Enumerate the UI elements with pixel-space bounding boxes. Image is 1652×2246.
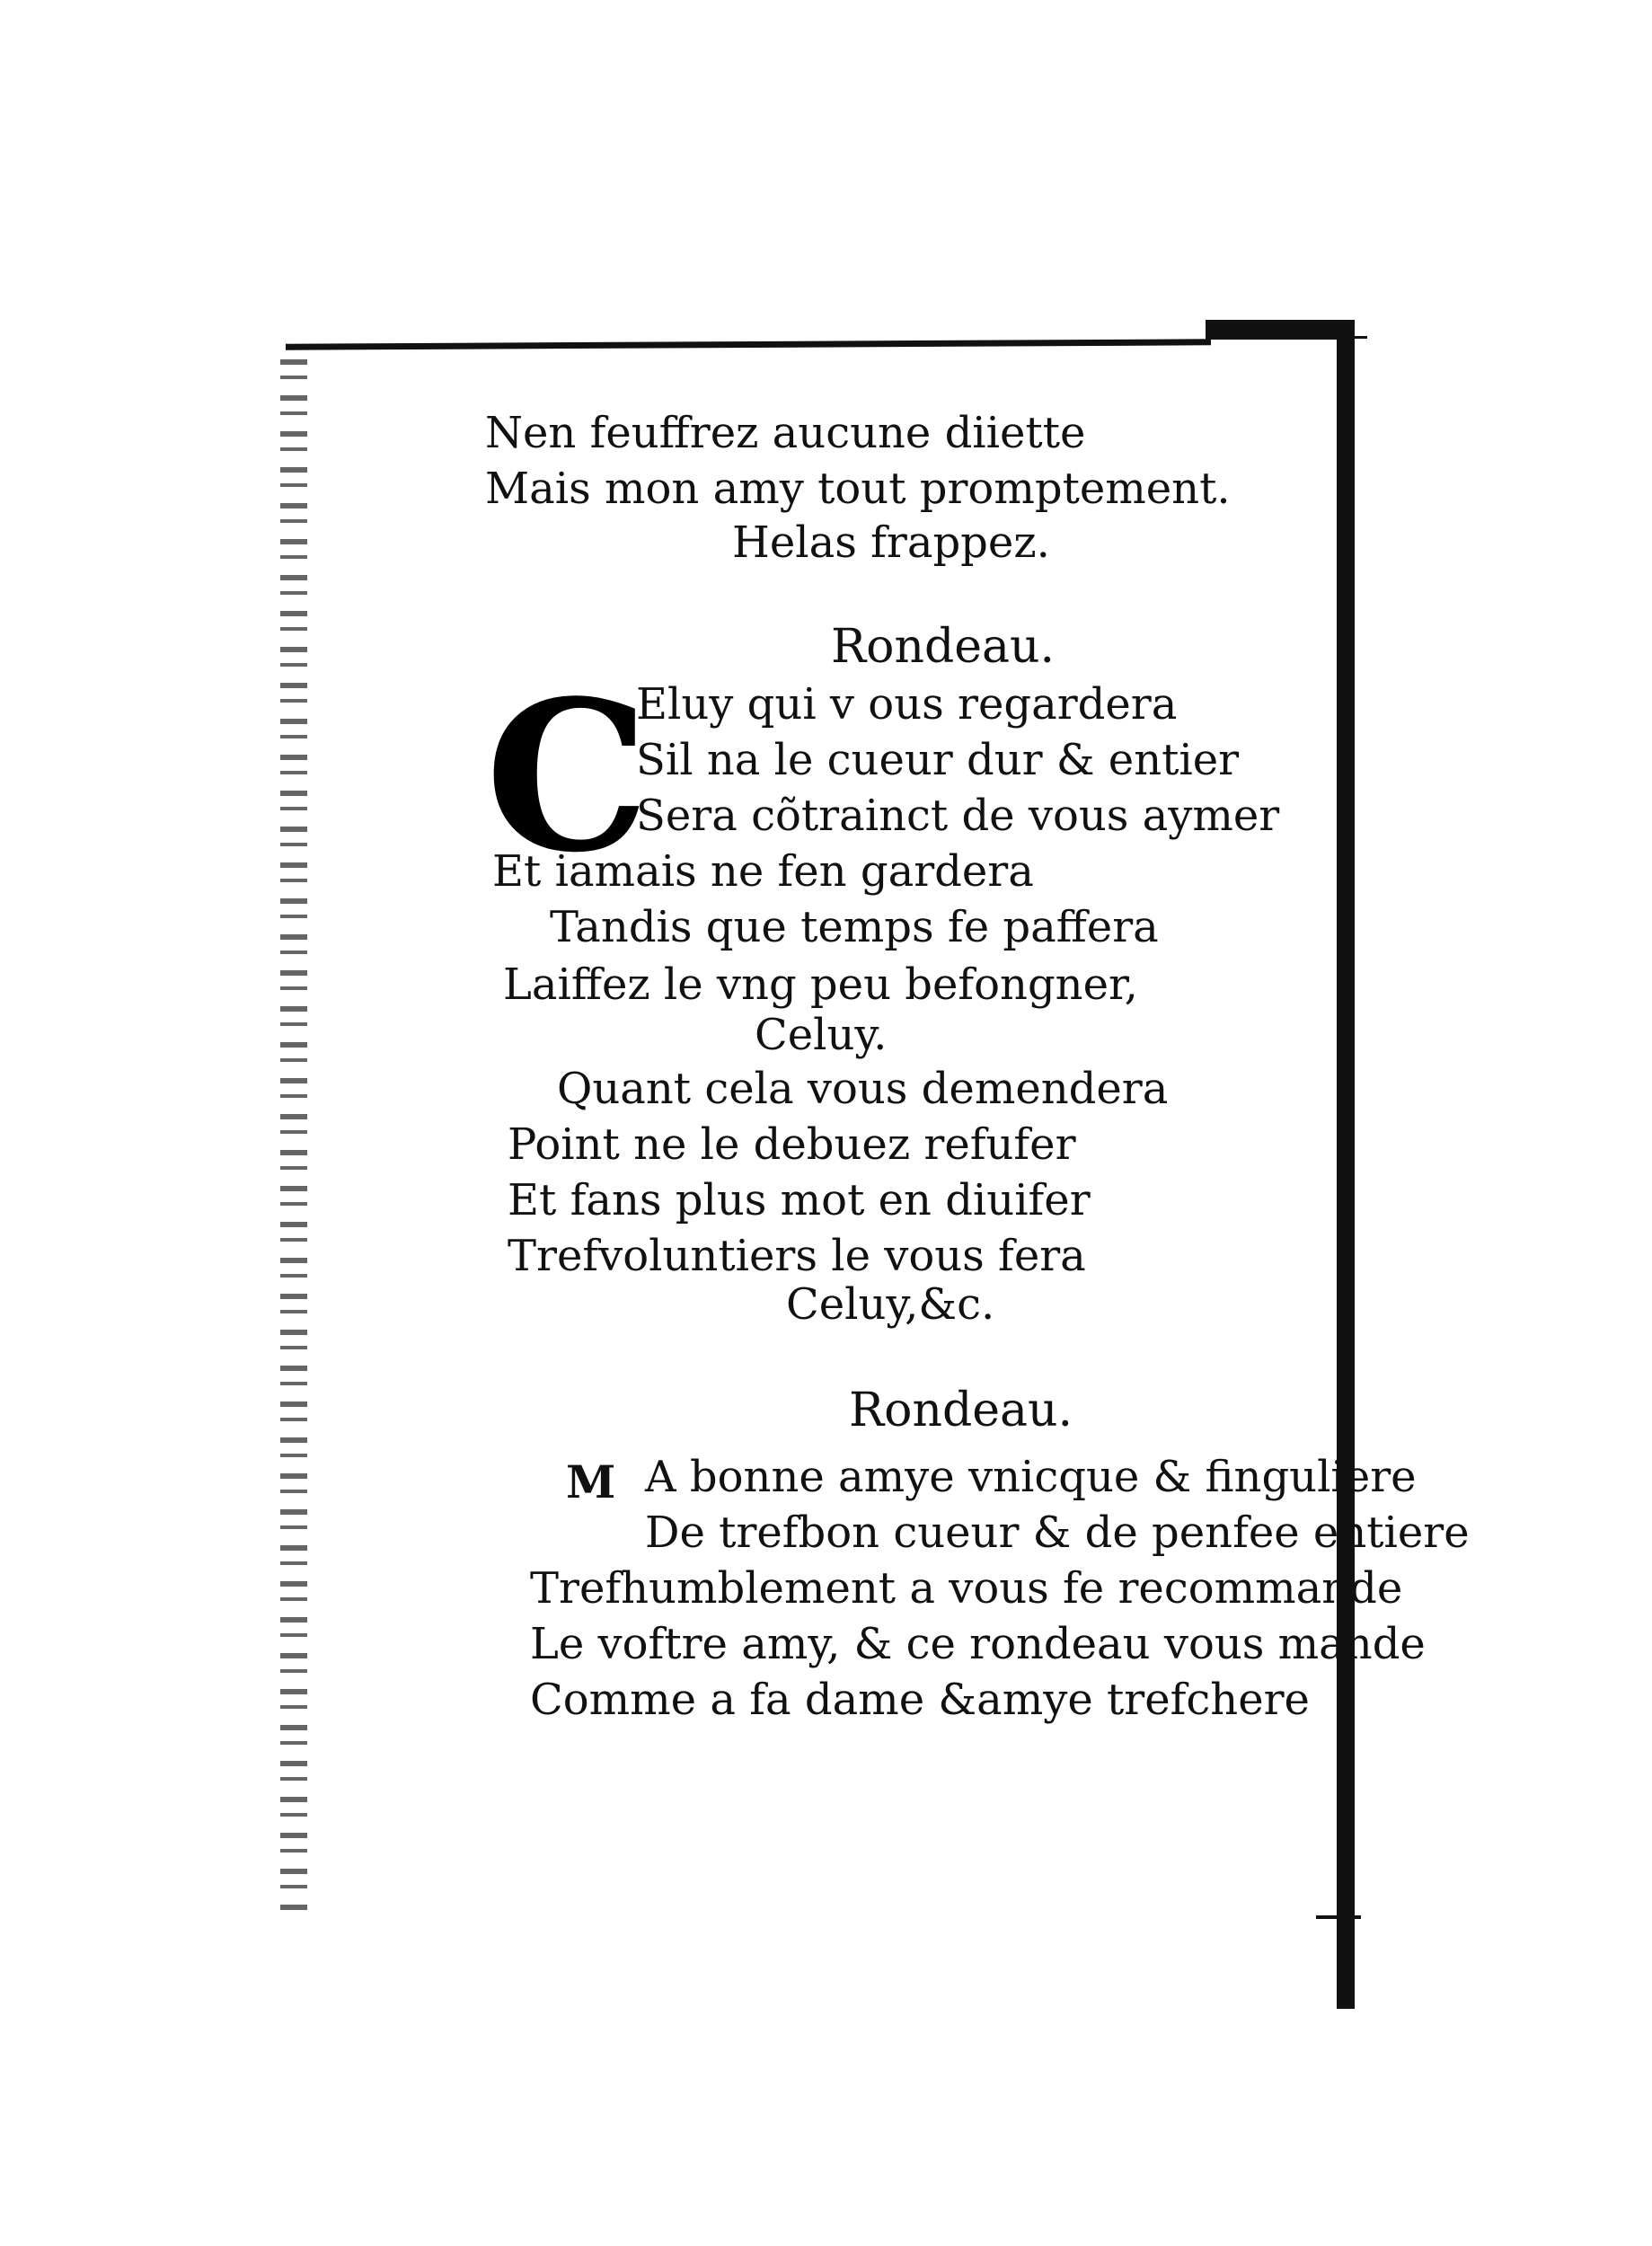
verse-line: Le voftre amy, & ce rondeau vous mande [530,1619,1426,1669]
verse-line: A bonne amye vnicque & finguliere [645,1452,1417,1502]
verse-refrain: Celuy,&c. [786,1279,995,1330]
page-corner-block [1206,320,1354,340]
bottom-mark [1316,1915,1361,1919]
verse-line: Comme a fa dame &amye trefchere [530,1675,1310,1725]
verse-line: Laiffez le vng peu befongner, [503,959,1138,1010]
initial-m: M [566,1455,616,1508]
verse-line: Et fans plus mot en diuifer [508,1175,1091,1225]
verse-line: Quant cela vous demendera [557,1064,1169,1114]
verse-line: Tandis que temps fe paffera [550,902,1159,952]
rondeau-heading-1: Rondeau. [831,620,1056,674]
verse-line: Point ne le debuez refufer [508,1119,1076,1170]
verse-refrain: Celuy. [755,1010,888,1060]
verse-line: De trefbon cueur & de penfee entiere [645,1508,1470,1558]
verse-line: Trefvoluntiers le vous fera [508,1231,1086,1281]
binding-spine [280,359,307,1914]
verse-line: Nen feuffrez aucune diiette [485,408,1086,458]
verse-line: Sil na le cueur dur & entier [636,735,1240,785]
verse-line: Et iamais ne fen gardera [492,846,1034,897]
drop-cap-c: C [485,656,650,898]
verse-refrain: Helas frappez. [732,517,1050,568]
page-top-rule [286,339,1211,349]
rondeau-heading-2: Rondeau. [849,1384,1073,1437]
page-right-edge [1337,320,1355,2009]
verse-line: Mais mon amy tout promptement. [485,464,1231,514]
verse-line: Trefhumblement a vous fe recommande [530,1563,1403,1614]
verse-line: Eluy qui v ous regardera [636,679,1178,730]
verse-line: Sera cõtrainct de vous aymer [636,791,1280,841]
